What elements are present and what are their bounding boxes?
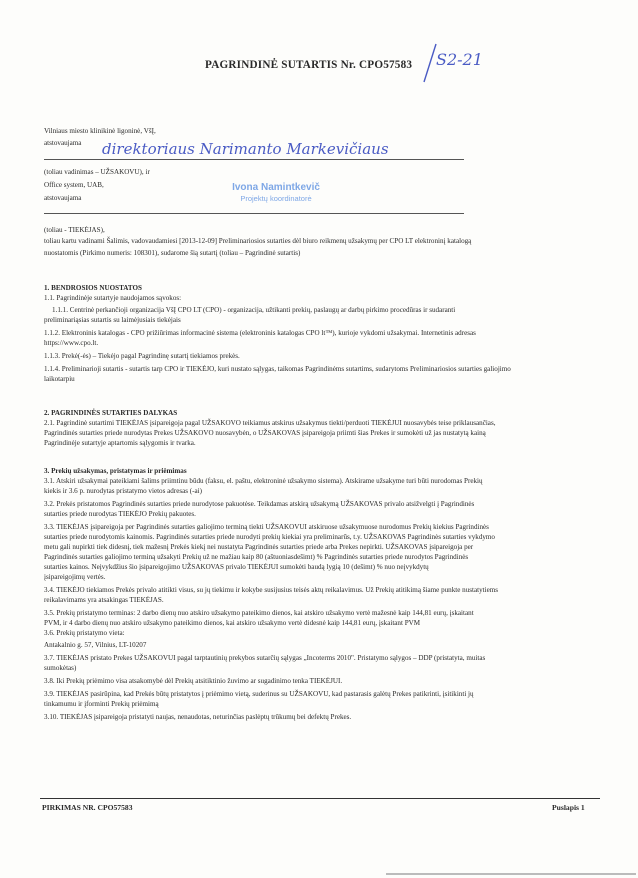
handwritten-number: S2-21 — [436, 50, 483, 69]
stamp — [206, 182, 346, 204]
section-line: reikalavimams yra atsakingas TIEKĖJAS. — [44, 596, 164, 604]
section-line: Pagrindinės sutarties galiojimo terminą užsakyti Prekių už ne mažiau kaip 80 (aštuoniasdešimt) % Pagrindinės sutarties priede nurodytos Pagrindinės — [44, 553, 469, 561]
section-line: laikotarpiu — [44, 375, 75, 383]
signature-line-1 — [44, 159, 464, 160]
section-line: 1.1.1. Centrinė perkančioji organizacija VšĮ CPO LT (CPO) - organizacija, užtikanti prekių, paslaugų ar darbų pirkimo procedūras ir sudaranti — [52, 306, 456, 314]
section-line: 3.9. TIEKĖJAS pasirūpina, kad Prekės būtų pristatytos į priėmimo vietą, suderinus su UŽSAKOVU, kad pastarasis galėtų Prekes patikrinti, įsitikinti jų — [44, 690, 474, 698]
section-line: 3.7. TIEKĖJAS pristato Prekes UŽSAKOVUI pagal tarptautinių prekybos sutarčių sąlygas „Incoterms 2010". Pristatymo sąlygos – DDP (pristatyta, muitas — [44, 654, 486, 662]
section-line: tinkamumu ir įforminti Prekių priėmimą — [44, 700, 159, 708]
section-line: sumokėtas) — [44, 664, 77, 672]
section-line: 3.1. Atskiri užsakymai pateikiami šalims priimtinu būdu (faksu, el. paštu, elektroninė užsakymo sistema). Atskirame užsakyme turi būti nurodomas Prekių — [44, 477, 483, 485]
section-heading: 3. Prekių užsakymas, pristatymas ir priėmimas — [44, 467, 187, 475]
section-line: kiekis ir 3.6 p. nurodytas pristatymo vietos adresas (-ai) — [44, 487, 202, 495]
section-1 — [44, 283, 604, 384]
section-line: 3.2. Prekės pristatomos Pagrindinės sutarties priede nurodytose pakuotėse. Teikdamas atskirą užsakymą UŽSAKOVAS privalo atsižvelgti į Pagrindinės — [44, 500, 475, 508]
section-line: Pagrindinėje sutartyje aptartomis sąlygomis ir tvarka. — [44, 439, 196, 447]
buyer-represented-label: atstovaujama — [44, 139, 82, 147]
section-line: 1.1.4. Preliminarioji sutartis - sutartis tarp CPO ir TIEKĖJO, kuri nustato sąlygas, taikomas Pagrindinėms sutartims, sudarytoms Preliminariosios sutarties galiojimo — [44, 365, 511, 373]
section-line: sutarties priede nurodytas TIEKĖJO Prekių pakuotes. — [44, 510, 196, 518]
section-line: Pagrindinės sutarties priede nurodytas Prekes UŽSAKOVO nuosavybėn, o UŽSAKOVAS įsipareigoja priimti šias Prekes ir sumokėti už jas nustatytą kainą — [44, 429, 486, 437]
section-line: įsipareigojimų vertės. — [44, 573, 106, 581]
section-line: 1.1.2. Elektroninis katalogas - CPO prižiūrimas informacinė sistema (elektroninis katalogas CPO lt™), kurioje vykdomi užsakymai. Internetinis adresas — [44, 329, 476, 337]
section-line: PVM, ir 4 darbo dienų nuo atskiro užsakymo pateikimo dienos, kai atskiro užsakymo vertė didesnė kaip 144,81 eurų, įskaitant PVM — [44, 619, 421, 627]
section-line: sutarties kainos. Neįvykdžius šio įsipareigojimo UŽSAKOVAS privalo TIEKĖJUI sumokėti baudą lygią 10 (dešimt) % nuo neįvykdytų — [44, 563, 429, 571]
section-heading: 2. PAGRINDINĖS SUTARTIES DALYKAS — [44, 409, 178, 417]
intro-paragraph — [44, 236, 600, 258]
section-line: preliminariąsias sutartis su laimėjusiais tiekėjais — [44, 316, 181, 324]
buyer-representative-signature: direktoriaus Narimanto Markevičiaus — [102, 140, 389, 158]
section-line: 1.1. Pagrindinėje sutartyje naudojamos sąvokos: — [44, 294, 182, 302]
section-line: 3.6. Prekių pristatymo vieta: — [44, 629, 125, 637]
scan-edge — [386, 873, 636, 875]
supplier-name: Office system, UAB, — [44, 181, 104, 189]
supplier-represented-label: atstovaujama — [44, 194, 82, 202]
section-line: 3.5. Prekių pristatymo terminas: 2 darbo dienų nuo atskiro užsakymo pateikimo dienos, kai atskiro užsakymo vertė mažesnė kaip 144,81 eurų, įskaitant — [44, 609, 474, 617]
section-2 — [44, 408, 604, 448]
stamp-name: Ivona Namintkevič — [232, 182, 320, 193]
section-line: 3.3. TIEKĖJAS įsipareigoja per Pagrindinės sutarties galiojimo terminą tiekti UŽSAKOVUI atskiruose užsakymuose nurodomus Prekių kiekius Pagrindinės — [44, 523, 489, 531]
section-line: 3.8. Iki Prekių priėmimo visa atsakomybė dėl Prekių atsitiktinio žuvimo ar sugadinimo tenka TIEKĖJUI. — [44, 677, 343, 685]
section-line: 2.1. Pagrindinė sutartimi TIEKĖJAS įsipareigoja pagal UŽSAKOVO teikiamus atskirus užsakymus tiekti/perduoti TIEKĖJUI nuosavybės teise priklausančias, — [44, 419, 496, 427]
footer-page-number: Puslapis 1 — [552, 803, 585, 812]
buyer-alias: (toliau vadinimas – UŽSAKOVU), ir — [44, 168, 150, 176]
footer-rule — [40, 798, 600, 799]
section-line: 1.1.3. Prekė(-ės) – Tiekėjo pagal Pagrindinę sutartį tiekiamos prekės. — [44, 352, 240, 360]
signature-line-2 — [44, 213, 464, 214]
section-line: 3.4. TIEKĖJO tiekiamos Prekės privalo atitikti visus, su jų tiekimu ir kokybe susijusius teisės aktų reikalavimus. Už Prekių atitikimą šiame punkte nustatytiems — [44, 586, 499, 594]
section-3 — [44, 466, 604, 722]
buyer-name: Vilniaus miesto klinikinė ligoninė, VšĮ, — [44, 127, 156, 135]
section-line: https://www.cpo.lt. — [44, 339, 99, 347]
section-heading: 1. BENDROSIOS NUOSTATOS — [44, 284, 142, 292]
section-line: 3.10. TIEKĖJAS įsipareigoja pristatyti naujas, nenaudotas, neturinčias paslėptų trūkumų bei defektų Prekes. — [44, 713, 352, 721]
supplier-alias: (toliau - TIEKĖJAS), — [44, 226, 105, 234]
section-line: metu gali nupirkti tiek didesnį, tiek mažesnį Prekės kiekį nei nustatyta Pagrindinės sutarties priede arba Prekes nepirkti. UŽSAKOVAS įsipareigoja per — [44, 543, 474, 551]
intro-line: toliau kartu vadinami Šalimis, vadovaudamiesi [2013-12-09] Preliminariosios sutarties dėl biuro reikmenų užsakymų per CPO LT elektroninį katalogą — [44, 237, 472, 245]
intro-line: nuostatomis (Pirkimo numeris: 108301), sudarome šią sutartį (toliau – Pagrindinė sutartis) — [44, 249, 301, 257]
stamp-title: Projektų koordinatorė — [240, 194, 312, 203]
section-line: sutarties priede nurodytomis kainomis. Pagrindinės sutarties priede nurodyti prekių kiekiai yra preliminarūs, t.y. UŽSAKOVAS Pagrindinės sutarties vykdymo — [44, 533, 495, 541]
footer-left: PIRKIMAS NR. CPO57583 — [42, 803, 133, 812]
document-title: PAGRINDINĖ SUTARTIS Nr. CPO57583 — [205, 59, 413, 71]
section-line: Antakalnio g. 57, Vilnius, LT-10207 — [44, 641, 147, 649]
